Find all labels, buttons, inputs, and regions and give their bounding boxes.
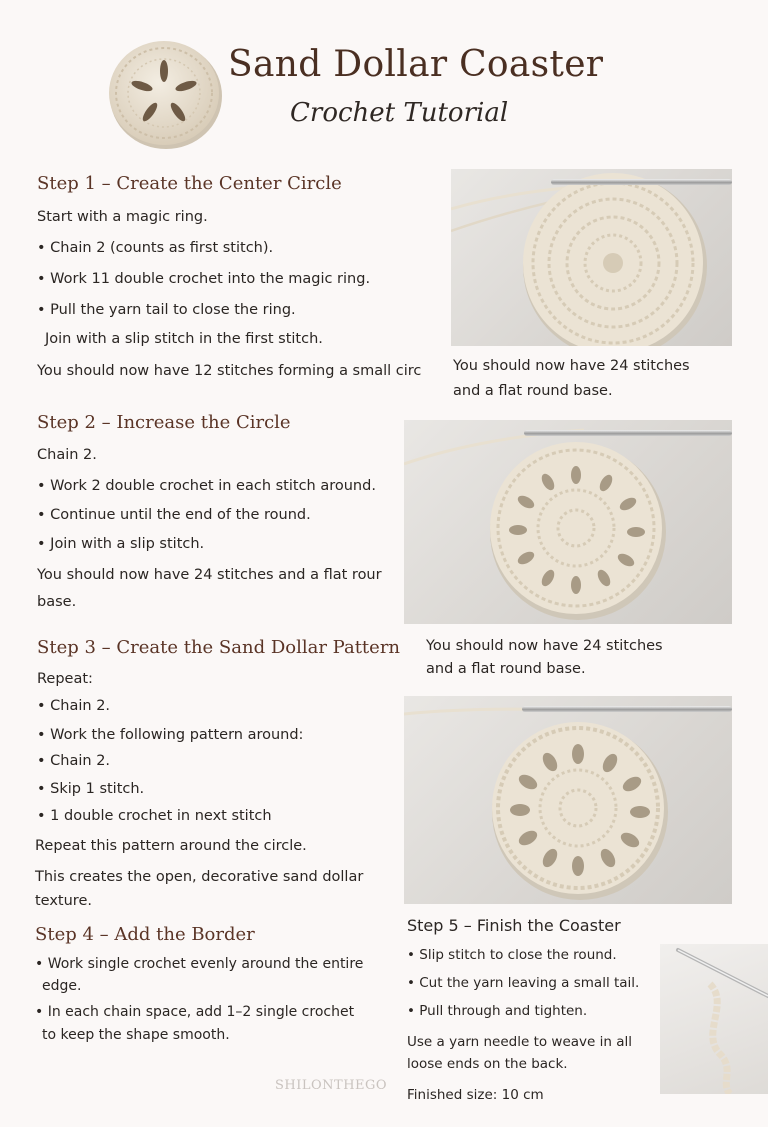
step4-line: edge.: [42, 978, 82, 994]
step2-caption: and a flat round base.: [426, 661, 586, 677]
step3-line: • Skip 1 stitch.: [37, 781, 145, 797]
step1-caption: You should now have 24 stitches: [453, 358, 690, 374]
step2-heading: Step 2 – Increase the Circle: [37, 412, 291, 433]
step3-line: texture.: [35, 893, 92, 909]
step2-line: Chain 2.: [37, 447, 97, 463]
coaster-logo-image: [106, 38, 224, 150]
step1-line: • Chain 2 (counts as first stitch).: [37, 240, 274, 256]
step5-line: Use a yarn needle to weave in all: [407, 1034, 633, 1050]
step5-line: • Cut the yarn leaving a small tail.: [407, 975, 640, 991]
step2-line: You should now have 24 stitches and a flat rour: [37, 567, 382, 583]
crochet-hook-icon: [551, 179, 732, 185]
step5-heading: Step 5 – Finish the Coaster: [407, 916, 621, 935]
step4-heading: Step 4 – Add the Border: [35, 924, 255, 945]
step3-line: Repeat this pattern around the circle.: [35, 838, 307, 854]
step2-line: base.: [37, 594, 77, 610]
step5-line: • Pull through and tighten.: [407, 1003, 588, 1019]
step3-heading: Step 3 – Create the Sand Dollar Pattern: [37, 637, 401, 658]
step1-line: • Pull the yarn tail to close the ring.: [37, 302, 296, 318]
step3-line: • 1 double crochet in next stitch: [37, 808, 272, 824]
crochet-hook-icon: [522, 706, 732, 712]
step3-line: • Work the following pattern around:: [37, 727, 304, 743]
step5-line: loose ends on the back.: [407, 1056, 568, 1072]
step3-line: • Chain 2.: [37, 698, 111, 714]
step1-line: Join with a slip stitch in the first stitch.: [45, 331, 323, 347]
step1-line: You should now have 12 stitches forming a small circ: [37, 363, 422, 379]
step4-line: • Work single crochet evenly around the entire: [35, 956, 364, 972]
step2-line: • Continue until the end of the round.: [37, 507, 311, 523]
page-title: Sand Dollar Coaster: [228, 44, 604, 85]
step4-line: • In each chain space, add 1–2 single crochet: [35, 1004, 355, 1020]
step3-line: Repeat:: [37, 671, 93, 687]
step1-line: • Work 11 double crochet into the magic ring.: [37, 271, 371, 287]
step1-heading: Step 1 – Create the Center Circle: [37, 173, 342, 194]
step4-line: to keep the shape smooth.: [42, 1027, 230, 1043]
step1-photo: [451, 169, 732, 346]
step5-line: • Slip stitch to close the round.: [407, 947, 617, 963]
step1-caption: and a flat round base.: [453, 383, 613, 399]
crochet-hook-icon: [524, 430, 732, 436]
step1-line: Start with a magic ring.: [37, 209, 208, 225]
step2-photo: [404, 420, 732, 624]
step2-line: • Join with a slip stitch.: [37, 536, 205, 552]
step2-line: • Work 2 double crochet in each stitch around.: [37, 478, 376, 494]
watermark: SHILONTHEGO: [275, 1078, 388, 1093]
needle-yarn-photo: [660, 944, 768, 1094]
step2-caption: You should now have 24 stitches: [426, 638, 663, 654]
step5-line: Finished size: 10 cm: [407, 1087, 544, 1103]
page-subtitle: Crochet Tutorial: [290, 98, 509, 128]
step3-line: This creates the open, decorative sand dollar: [35, 869, 364, 885]
step3-photo: [404, 696, 732, 904]
step3-line: • Chain 2.: [37, 753, 111, 769]
